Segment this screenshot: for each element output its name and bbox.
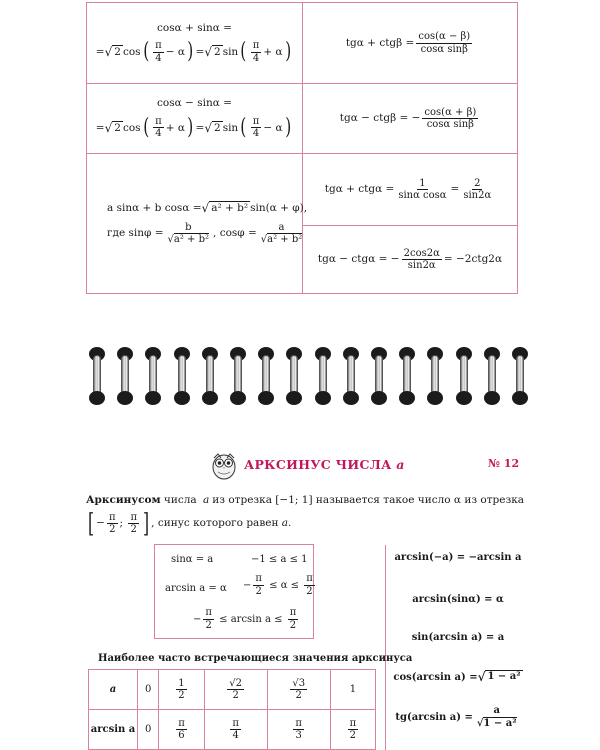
sqrt: √ a² + b² xyxy=(201,201,249,216)
text: = xyxy=(195,121,205,134)
formula-cos-plus-sin xyxy=(87,3,302,83)
values-table-caption: Наиболее часто встречающиеся значения арксинуса xyxy=(98,653,413,664)
fraction xyxy=(203,607,214,631)
fraction xyxy=(251,116,262,140)
text: 2 xyxy=(306,585,313,597)
fraction xyxy=(176,678,186,702)
text: √3 xyxy=(292,677,306,689)
fraction xyxy=(251,40,262,64)
text: 2cos2α xyxy=(403,247,440,259)
table-header-cell xyxy=(89,670,138,710)
text: π xyxy=(349,717,357,729)
definition-text xyxy=(86,492,526,537)
text: − xyxy=(96,517,105,530)
text: 3 xyxy=(295,730,302,741)
text: 4 xyxy=(232,730,239,741)
section-title xyxy=(244,457,405,472)
text: π xyxy=(252,40,260,52)
text: a² + b² xyxy=(267,234,303,246)
binding-coil xyxy=(426,345,444,405)
definition-line: [ − $\frac{\pi}{2}$ ; $\frac{\pi}{2}$ ] , синус которого равен a . xyxy=(88,508,292,539)
text: π xyxy=(205,607,212,618)
identity-arcsin-sin: arcsin(sinα) = α xyxy=(412,594,504,605)
text: π xyxy=(178,717,185,729)
text: 2 xyxy=(205,619,212,631)
text xyxy=(193,607,300,631)
text: 4 xyxy=(155,128,162,140)
text: 1 xyxy=(178,677,185,689)
formula-line xyxy=(318,248,502,272)
table-cell xyxy=(204,670,267,710)
table-cell xyxy=(159,670,204,710)
fraction xyxy=(461,178,493,202)
binding-coil xyxy=(342,345,360,405)
formula-auxiliary-angle xyxy=(87,154,308,293)
fraction xyxy=(153,116,164,140)
text: a xyxy=(109,684,117,695)
formula-line xyxy=(346,31,474,55)
text: π xyxy=(155,40,162,52)
binding-coil xyxy=(144,345,162,405)
text: + α xyxy=(263,46,283,58)
text: ≤ arcsin a ≤ xyxy=(215,613,286,625)
text: ; xyxy=(119,517,127,530)
text: 0 xyxy=(145,684,152,695)
formula-tg-minus-ctg-beta xyxy=(303,84,517,153)
fraction xyxy=(293,718,304,742)
identity-odd: arcsin(−a) = −arcsin a xyxy=(394,552,522,563)
owl-icon xyxy=(209,450,239,480)
term: Арксинусом xyxy=(86,494,161,506)
binding-coil xyxy=(229,345,247,405)
sqrt: √a² + b² xyxy=(167,234,210,246)
text: 2 xyxy=(130,524,137,536)
text: АРКСИНУС ЧИСЛА xyxy=(244,457,397,472)
fraction xyxy=(259,222,305,246)
sqrt: √ 2 xyxy=(104,45,121,60)
text: cos(α − β) xyxy=(418,31,471,42)
fraction xyxy=(304,573,315,597)
binding-coil xyxy=(285,345,303,405)
text: 1 − a² xyxy=(487,671,521,682)
table-cell xyxy=(267,670,330,710)
text: 4 xyxy=(155,52,162,64)
fraction xyxy=(128,512,139,536)
text: 2 xyxy=(289,619,297,631)
text: π xyxy=(232,717,239,729)
fraction xyxy=(230,718,241,742)
text: + α xyxy=(165,121,185,134)
text: = −2ctg2α xyxy=(443,253,503,266)
fraction xyxy=(396,178,448,202)
sqrt: √a² + b² xyxy=(260,234,303,246)
text: − α xyxy=(263,121,283,134)
table-cell xyxy=(159,710,204,750)
table-cell xyxy=(330,670,375,710)
identity-tg-arcsin xyxy=(386,705,530,729)
fraction xyxy=(290,678,307,702)
fraction xyxy=(166,222,212,246)
text: a² + b² xyxy=(211,202,249,215)
fraction xyxy=(107,512,118,536)
formula-line xyxy=(325,178,495,202)
text: π xyxy=(255,573,262,584)
text: cos xyxy=(122,121,141,134)
text: cos xyxy=(122,46,141,58)
formula-tg-plus-ctg-alpha xyxy=(303,154,517,225)
formula-tg-minus-ctg-alpha xyxy=(303,226,517,293)
text: a sinα + b cosα = xyxy=(107,202,202,215)
identity-cos-arcsin xyxy=(386,670,530,684)
text: π xyxy=(130,511,138,523)
text: 4 xyxy=(252,128,260,140)
sqrt: √ 2 xyxy=(204,45,221,60)
text: 2 xyxy=(214,121,221,134)
text: ≤ α ≤ xyxy=(265,579,303,591)
binding-coil xyxy=(370,345,388,405)
table-cell xyxy=(138,710,159,750)
arcsin-values-table xyxy=(88,669,376,750)
binding-coil xyxy=(483,345,501,405)
text: π xyxy=(295,717,302,729)
binding-coil xyxy=(455,345,473,405)
text: 2 xyxy=(178,690,185,701)
fraction xyxy=(475,705,519,729)
text: , cosφ = xyxy=(213,227,257,240)
formula-line: = √ 2 cos ( $\frac{\pi}{4}$ + α ) = √ 2 sin ( $\frac{\pi}{4}$ − α ) xyxy=(95,114,291,140)
text: sin(α + φ), xyxy=(250,202,308,215)
fraction xyxy=(176,718,187,742)
text: числа xyxy=(160,494,201,506)
formula-line xyxy=(340,107,481,131)
binding-coil xyxy=(257,345,275,405)
text: 2 xyxy=(232,690,239,701)
text: 2 xyxy=(114,46,121,59)
binding-coil xyxy=(201,345,219,405)
text: tgα − ctgβ = − xyxy=(339,112,421,125)
text: − xyxy=(193,613,202,625)
text: 2 xyxy=(255,585,262,597)
text: 2 xyxy=(474,177,481,189)
text: 2 xyxy=(114,121,121,134)
text: sin xyxy=(222,121,239,134)
text: = xyxy=(450,183,460,196)
text: arcsin a xyxy=(90,724,136,735)
text: a xyxy=(493,705,500,716)
text: π xyxy=(289,607,297,618)
text: cosα sinβ xyxy=(420,43,468,55)
text: a² + b² xyxy=(173,234,210,246)
trig-formula-table xyxy=(86,2,518,294)
binding-coil xyxy=(314,345,332,405)
fraction xyxy=(288,607,299,631)
sqrt: √ 2 xyxy=(104,120,121,135)
text: cos(arcsin a) = xyxy=(393,671,478,683)
text: −1 ≤ a ≤ 1 xyxy=(251,554,308,565)
formula-line xyxy=(107,201,307,215)
binding-coil xyxy=(116,345,134,405)
text: cosα sinβ xyxy=(426,119,474,130)
text: tgα + ctgα = xyxy=(324,183,395,196)
fraction xyxy=(416,31,472,55)
table-cell xyxy=(204,710,267,750)
text: π xyxy=(155,115,162,127)
text: sin xyxy=(222,46,239,58)
text: sin2α xyxy=(407,260,436,271)
text: 6 xyxy=(178,730,185,741)
fraction xyxy=(253,573,264,597)
text: 1 − a² xyxy=(483,717,517,729)
formula-line: cosα + sinα = xyxy=(157,21,232,34)
text: 1 xyxy=(349,684,357,695)
text: 2 xyxy=(109,524,116,536)
text: tgα − ctgα = − xyxy=(317,253,400,266)
identity-sin-arcsin: sin(arcsin a) = a xyxy=(411,632,505,643)
text: arcsin a = α xyxy=(165,583,227,594)
sqrt: √ 1 − a² xyxy=(477,670,521,684)
text: 4 xyxy=(252,52,260,64)
text: a xyxy=(281,517,289,530)
fraction xyxy=(227,678,244,702)
table-row xyxy=(89,710,376,750)
text: 2 xyxy=(349,730,357,741)
table-row xyxy=(89,670,376,710)
binding-coil xyxy=(173,345,191,405)
text: π xyxy=(252,115,260,127)
fraction xyxy=(348,718,359,742)
text: 0 xyxy=(145,724,152,735)
text: 1 xyxy=(419,177,426,189)
formula-tg-plus-ctg-beta xyxy=(303,3,517,83)
binding-coil xyxy=(511,345,529,405)
text: tgα + ctgβ = xyxy=(345,36,415,49)
table-cell xyxy=(267,710,330,750)
table-header-cell xyxy=(89,710,138,750)
table-cell xyxy=(330,710,375,750)
arcsin-definition-box xyxy=(154,544,314,639)
text: sin2α xyxy=(463,190,492,201)
text: 2 xyxy=(295,690,302,701)
text: √2 xyxy=(229,677,242,689)
formula-cos-minus-sin xyxy=(87,84,302,153)
text: a xyxy=(278,221,285,233)
text: − α xyxy=(165,46,185,58)
text: . xyxy=(288,517,292,530)
text: sinα cosα xyxy=(398,190,447,201)
text: − xyxy=(243,579,252,591)
binding-coil xyxy=(88,345,106,405)
text: = xyxy=(195,46,205,58)
text: 2 xyxy=(214,46,221,59)
text: из отрезка [−1; 1] называется такое число α из отрезка xyxy=(212,494,525,506)
text: π xyxy=(108,511,116,523)
fraction xyxy=(402,248,442,272)
text: tg(arcsin a) = xyxy=(395,711,473,723)
text: = xyxy=(95,46,105,58)
text: cos(α + β) xyxy=(424,106,477,118)
text: , синус которого равен xyxy=(151,517,282,530)
sqrt: √1 − a² xyxy=(476,717,517,729)
binding-coil xyxy=(398,345,416,405)
definition-line xyxy=(86,492,526,509)
fraction xyxy=(153,40,164,64)
text: sinα = a xyxy=(171,554,214,565)
formula-line: cosα − sinα = xyxy=(157,97,232,110)
table-cell xyxy=(138,670,159,710)
card-number: № 12 xyxy=(488,457,520,470)
text: a xyxy=(396,457,405,472)
text: где sinφ = xyxy=(107,227,164,240)
text: π xyxy=(306,573,313,584)
formula-line: = √ 2 cos ( $\frac{\pi}{4}$ − α ) = √ 2 sin ( $\frac{\pi}{4}$ + α ) xyxy=(95,39,291,65)
text xyxy=(243,573,317,597)
sqrt: √ 2 xyxy=(204,120,221,135)
formula-line xyxy=(107,222,306,246)
text: b xyxy=(185,221,192,233)
spiral-binding xyxy=(80,345,540,410)
fraction xyxy=(422,107,478,131)
text: a xyxy=(203,494,210,506)
text: = xyxy=(95,121,105,134)
